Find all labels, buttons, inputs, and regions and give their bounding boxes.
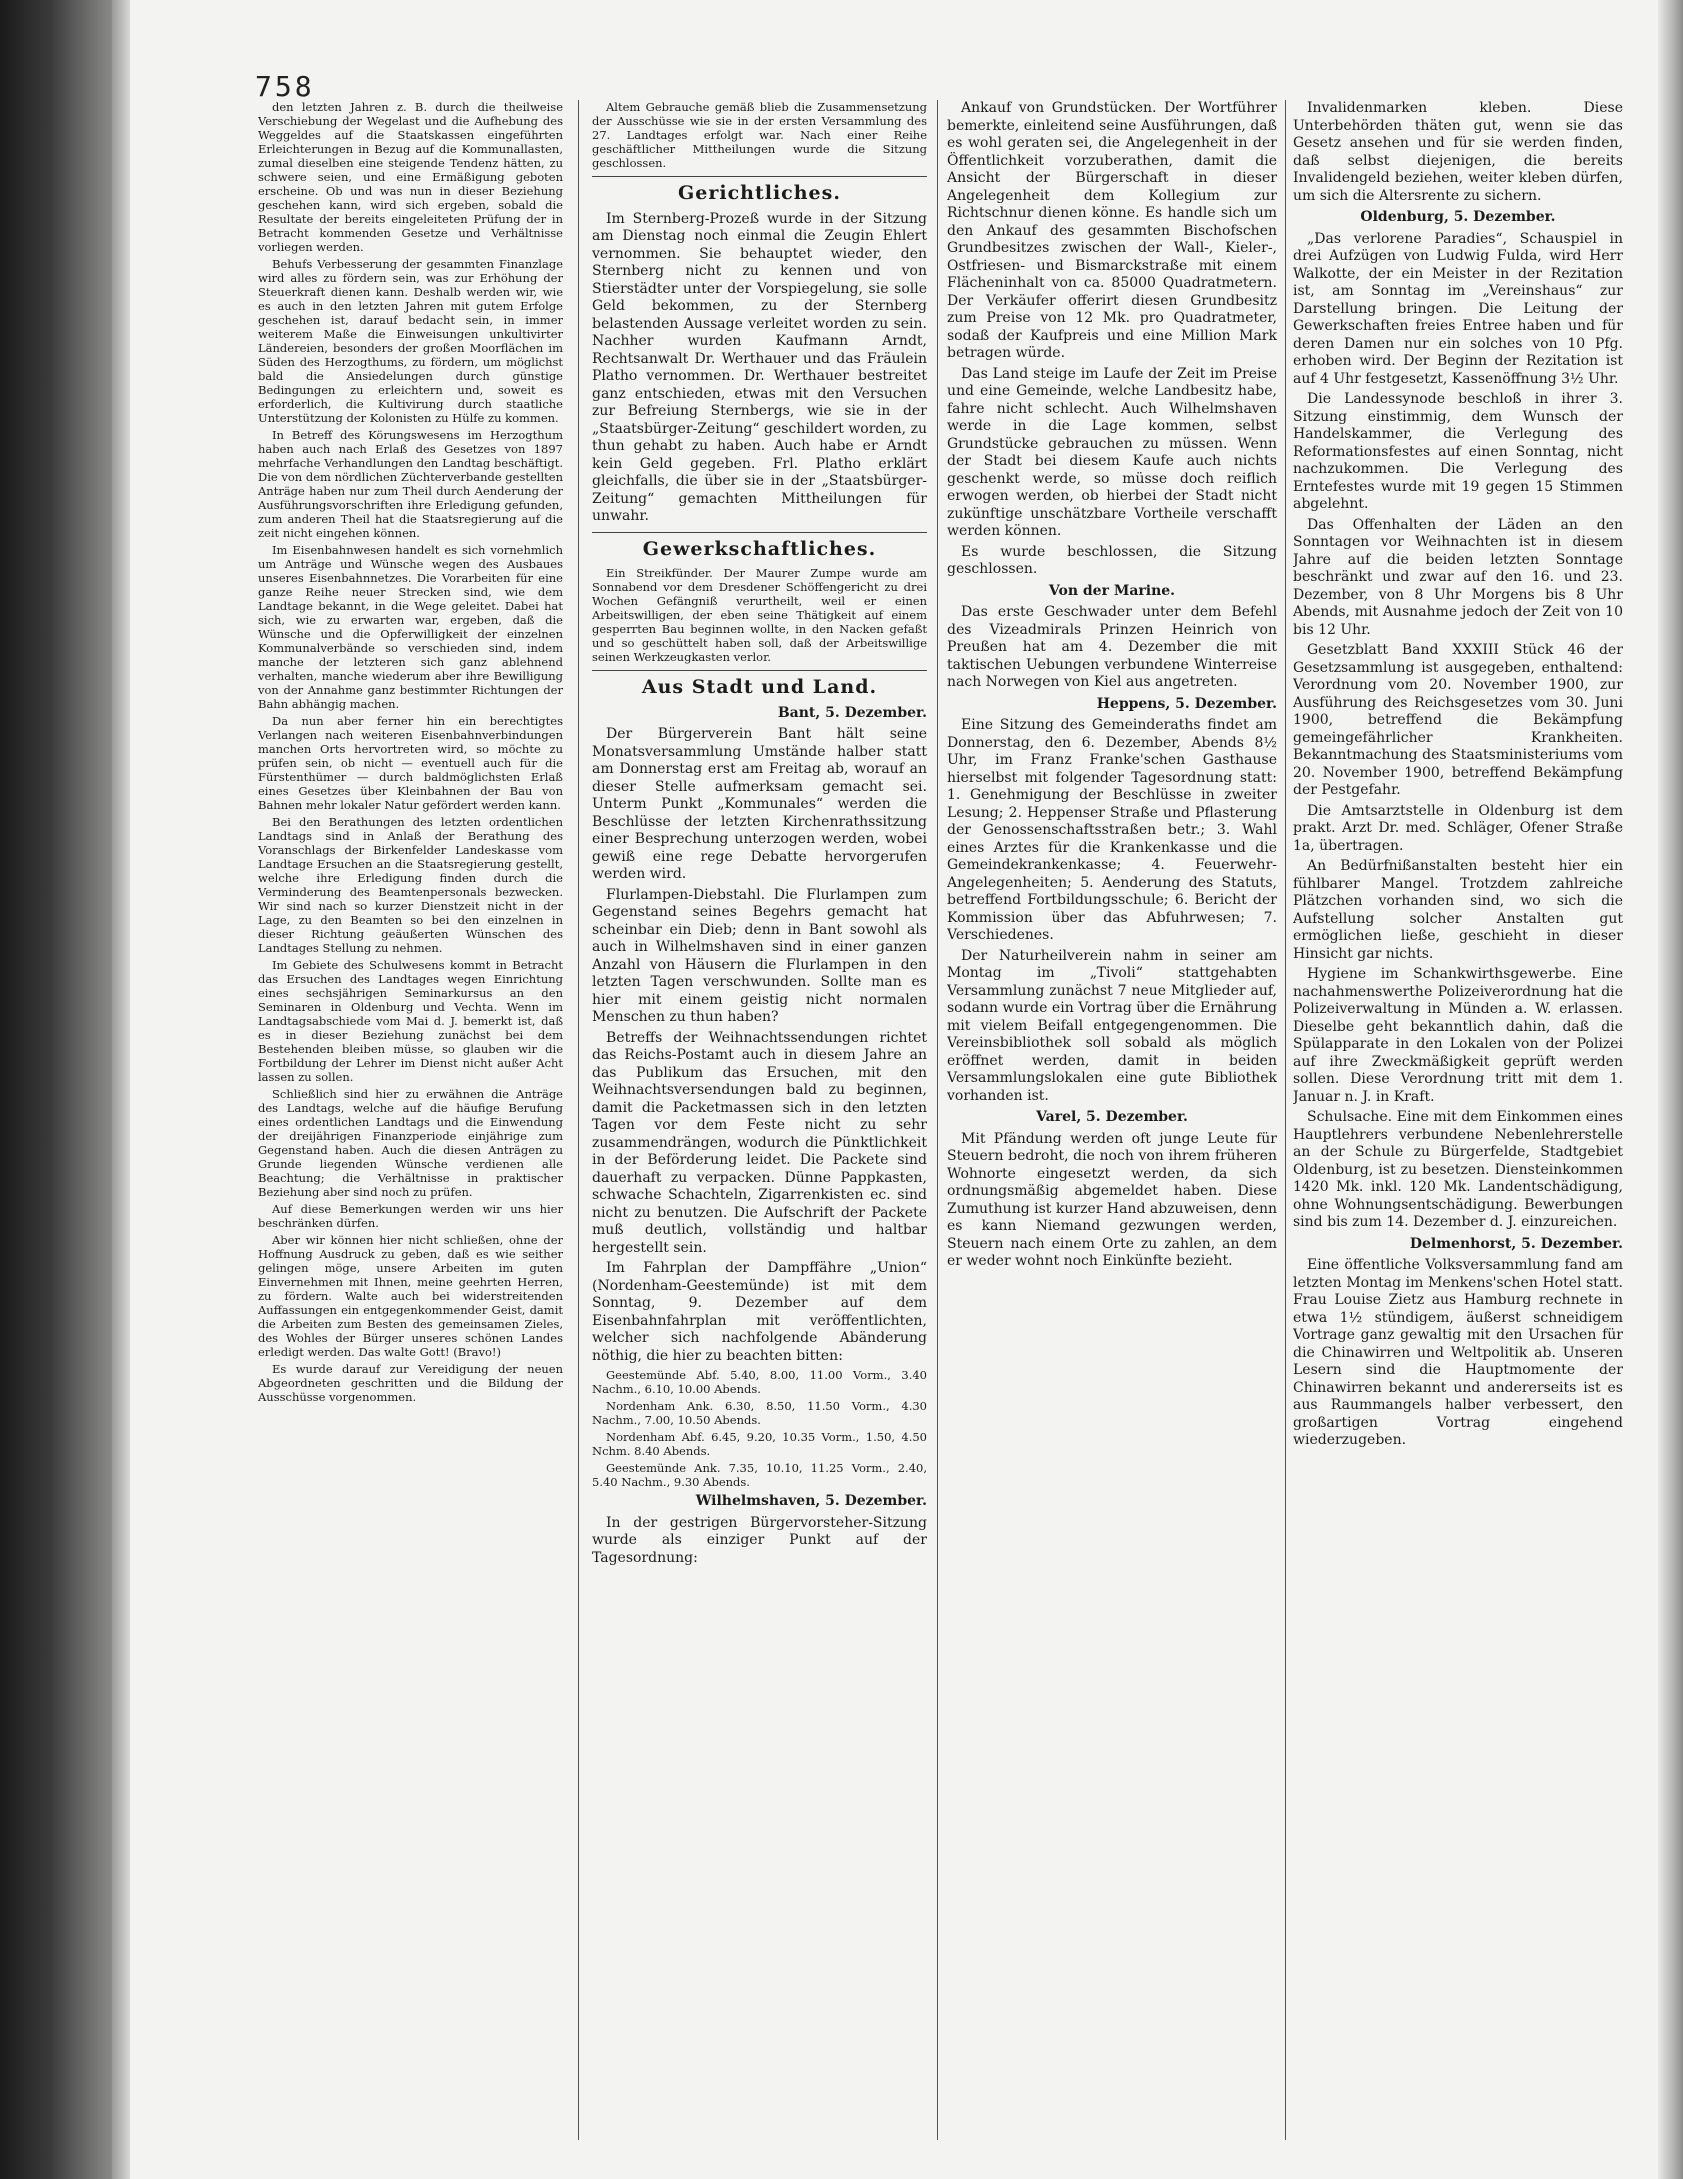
timetable-line: Geestemünde Abf. 5.40, 8.00, 11.00 Vorm., 3.40 Nachm., 6.10, 10.00 Abends. — [592, 1368, 927, 1396]
page-edge — [1658, 0, 1683, 2179]
paragraph: Ein Streikfünder. Der Maurer Zumpe wurde am Sonnabend vor dem Dresdener Schöffengericht zu drei Wochen Gefängniß verurtheilt, weil er einen Arbeitswilligen, der eben seine Thätigkeit auf einem gesperrten Bau beginnen wollte, in den Nacken gefaßt und so geschüttelt haben soll, daß der Arbeitswillige seinen Werkzeugkasten verlor. — [592, 566, 927, 664]
paragraph: Ankauf von Grundstücken. Der Wortführer bemerkte, einleitend seine Ausführungen, daß es wohl geraten sei, die Angelegenheit in der Öffentlichkeit vorzuberathen, damit die Ansicht der Bürgerschaft in dieser Angelegenheit dem Kollegium zur Richtschnur dienen könne. Es handle sich um den Ankauf des gesammten Bischofschen Grundbesitzes zwischen der Wall-, Kieler-, Ostfriesen- und Bismarckstraße mit einem Flächeninhalt von ca. 85000 Quadratmetern. Der Verkäufer offerirt diesen Grundbesitz zum Preise von 12 Mk. pro Quadratmeter, sodaß der Kaufpreis und eine Million Mark betragen würde. — [947, 100, 1277, 361]
paragraph: In der gestrigen Bürgervorsteher-Sitzung wurde als einziger Punkt auf der Tagesordnung: — [592, 1514, 927, 1566]
timetable-line: Nordenham Abf. 6.45, 9.20, 10.35 Vorm., 1.50, 4.50 Nchm. 8.40 Abends. — [592, 1430, 927, 1458]
section-heading-union: Gewerkschaftliches. — [642, 537, 877, 560]
paragraph: Eine Sitzung des Gemeinderaths findet am Donnerstag, den 6. Dezember, Abends 8½ Uhr, im Franz Franke'schen Gasthause hierselbst mit folgender Tagesordnung statt: 1. Genehmigung der Beschlüsse in zweiter Lesung; 2. Heppenser Straße und Pflasterung der Genossenschaftsstraßen betr.; 3. Wahl eines Arztes für die Krankenkasse und die Gemeindekrankenkasse; 4. Feuerwehr-Angelegenheiten; 5. Aenderung des Statuts, betreffend Fortbildungsschule; 6. Bericht der Kommission über das Abfuhrwesen; 7. Verschiedenes. — [947, 717, 1277, 943]
paragraph: Im Sternberg-Prozeß wurde in der Sitzung am Dienstag noch einmal die Zeugin Ehlert vernommen. Sie behauptet wieder, den Sternberg nicht zu kennen und von Stierstädter unter der Vorspiegelung, sie solle Geld bekommen, zu der Sternberg belastenden Aussage verleitet worden zu sein. Nachher wurden Kaufmann Arndt, Rechtsanwalt Dr. Werthauer und das Fräulein Platho vernommen. Dr. Werthauer bestreitet ganz entschieden, etwas mit den Versuchen zur Befreiung Sternbergs, wie sie in der „Staatsbürger-Zeitung“ geschildert worden, zu thun gehabt zu haben. Auch habe er Arndt kein Geld gegeben. Frl. Platho erklärt gleichfalls, die über sie in der „Staatsbürger-Zeitung“ gemachten Mittheilungen für unwahr. — [592, 210, 927, 524]
paragraph: Gesetzblatt Band XXXIII Stück 46 der Gesetzsammlung ist ausgegeben, enthaltend: Verordnung vom 20. November 1900, zur Ausführung des Reichsgesetzes vom 30. Juni 1900, betreffend die Bekämpfung gemeingefährlicher Krankheiten. Bekanntmachung des Staatsministeriums vom 20. November 1900, betreffend Bekämpfung der Pestgefahr. — [1293, 642, 1623, 798]
column-rule — [1285, 100, 1286, 2140]
paragraph: Schulsache. Eine mit dem Einkommen eines Hauptlehrers verbundene Nebenlehrerstelle an der Schule zu Bürgerfelde, Stadtgebiet Oldenburg, ist zu besetzen. Diensteinkommen 1420 Mk. inkl. 120 Mk. Landentschädigung, ohne Wohnungsentschädigung. Bewerbungen sind bis zum 14. Dezember d. J. einzureichen. — [1293, 1109, 1623, 1230]
paragraph: Betreffs der Weihnachtssendungen richtet das Reichs-Postamt auch in diesem Jahre an das Publikum das Ersuchen, mit den Weihnachtsversendungen bald zu beginnen, damit die Packetmassen sich in den letzten Tagen vor dem Feste nicht zu sehr zusammendrängen, wodurch die Pünktlichkeit in der Beförderung leidet. Die Packete sind dauerhaft zu verpacken. Dünne Pappkasten, schwache Schachteln, Zigarrenkisten ec. sind nicht zu benutzen. Die Aufschrift der Packete muß deutlich, vollständig und haltbar hergestellt sein. — [592, 1029, 927, 1256]
paragraph: Altem Gebrauche gemäß blieb die Zusammensetzung der Ausschüsse wie sie in der ersten Versammlung des 27. Landtages erfolgt war. Nach einer Reihe geschäftlicher Mittheilungen wurde die Sitzung geschlossen. — [592, 100, 927, 170]
paragraph: Da nun aber ferner hin ein berechtigtes Verlangen nach weiteren Eisenbahnverbindungen manchen Orts hervortreten wird, so möchte zu prüfen sein, ob nicht — eventuell auch für die Fürstenthümer — durch baldmöglichsten Erlaß eines Gesetzes über Kleinbahnen der Bau von Bahnen mehr lokaler Natur gefördert werden kann. — [258, 714, 563, 812]
paragraph: Die Amtsarztstelle in Oldenburg ist dem prakt. Arzt Dr. med. Schläger, Ofener Straße 1a, übertragen. — [1293, 802, 1623, 854]
paragraph: Aber wir können hier nicht schließen, ohne der Hoffnung Ausdruck zu geben, daß es wie seither gelingen möge, unsere Arbeiten im guten Einvernehmen mit Ihnen, meine geehrten Herren, zu fördern. Walte auch bei widerstreitenden Auffassungen ein entgegenkommender Geist, damit die Arbeiten zum Besten des gemeinsamen Zieles, des Wohles der Bürger unseres schönen Landes erledigt werden. Das walte Gott! (Bravo!) — [258, 1233, 563, 1359]
paragraph: „Das verlorene Paradies“, Schauspiel in drei Aufzügen von Ludwig Fulda, wird Herr Walkotte, der ein Meister in der Rezitation ist, am Sonntag im „Vereinshaus“ zur Darstellung bringen. Die Leitung der Gewerkschaften freies Entree haben und für deren Damen nur ein solches von 10 Pfg. erhoben wird. Der Beginn der Rezitation ist auf 4 Uhr festgesetzt, Kassenöffnung 3½ Uhr. — [1293, 230, 1623, 387]
column-4 — [1293, 100, 1623, 2160]
paragraph: In Betreff des Körungswesens im Herzogthum haben auch nach Erlaß des Gesetzes von 1897 mehrfache Verhandlungen den Landtag beschäftigt. Die von dem nördlichen Züchterverbande gestellten Anträge haben nur zum Theil durch Aenderung der Ausführungsvorschriften ihre Erledigung gefunden, zum anderen Theil hat die Staatsregierung auf die zeit nicht eingehen können. — [258, 428, 563, 540]
paragraph: Es wurde beschlossen, die Sitzung geschlossen. — [947, 543, 1277, 577]
paragraph: den letzten Jahren z. B. durch die theilweise Verschiebung der Wegelast und die Aufhebung des Weggeldes auf die Staatskassen eingeführten Erleichterungen in Bezug auf die Kommunallasten, zumal dieselben eine steigende Tendenz hätten, zu schwere seien, und eine Ermäßigung geboten erscheine. Ob und was nun in dieser Beziehung geschehen kann, wird sich ergeben, sobald die Resultate der bereits eingeleiteten Prüfung der in Betracht kommenden Gesetze und Verhältnisse vorliegen werden. — [258, 100, 563, 254]
timetable-line: Nordenham Ank. 6.30, 8.50, 11.50 Vorm., 4.30 Nachm., 7.00, 10.50 Abends. — [592, 1399, 927, 1427]
paragraph: Im Eisenbahnwesen handelt es sich vornehmlich um Anträge und Wünsche wegen des Ausbaues unseres Eisenbahnnetzes. Die Vorarbeiten für eine ganze Reihe neuer Strecken sind, wie dem Landtage bekannt, in die Wege geleitet. Dabei hat sich, wie zu erwarten war, ergeben, daß die Wünsche und die Opferwilligkeit der einzelnen Kommunalverbände so verschieden sind, indem manche der letzteren sich ganz ablehnend verhalten, manche wiederum aber ihre Bewilligung von der Annahme ganz bestimmter Richtungen der Bahn abhängig machen. — [258, 543, 563, 711]
paragraph: Im Gebiete des Schulwesens kommt in Betracht das Ersuchen des Landtages wegen Einrichtung eines sechsjährigen Seminarkursus an den Seminaren in Oldenburg und Vechta. Wenn im Landtagsabschiede vom Mai d. J. bemerkt ist, daß es in dieser Beziehung zunächst bei dem Bestehenden bleiben müsse, so glauben wir die Fortbildung der Lehrer im Dienst nicht außer Acht lassen zu sollen. — [258, 958, 563, 1084]
paragraph: Das erste Geschwader unter dem Befehl des Vizeadmirals Prinzen Heinrich von Preußen hat am 4. Dezember die mit taktischen Uebungen verbundene Winterreise nach Norwegen von Kiel aus angetreten. — [947, 604, 1277, 690]
paragraph: Behufs Verbesserung der gesammten Finanzlage wird alles zu fördern sein, was zur Erhöhung der Steuerkraft dienen kann. Deshalb werden wir, wie es auch in den letzten Jahren mit gutem Erfolge geschehen ist, darauf bedacht sein, in immer weiterem Maße die Einweisungen unkultivirter Ländereien, besonders der großen Moorflächen im Süden des Herzogthums, zu fördern, um möglichst bald die Ansiedelungen durch günstige Bedingungen zu erleichtern und, soweit es erforderlich, die Kultivirung durch staatliche Unterstützung der Kolonisten zu Hülfe zu kommen. — [258, 257, 563, 425]
dateline: Wilhelmshaven, 5. Dezember. — [695, 1493, 927, 1509]
paragraph: Flurlampen-Diebstahl. Die Flurlampen zum Gegenstand seines Begehrs gemacht hat scheinbar ein Dieb; denn in Bant sowohl als auch in Wilhelmshaven sind in einer ganzen Anzahl von Häusern die Flurlampen in den letzten Tagen verschwunden. Sollte man es hier mit einem geistig nicht normalen Menschen zu thun haben? — [592, 886, 927, 1025]
column-3 — [947, 100, 1277, 2160]
paragraph: Es wurde darauf zur Vereidigung der neuen Abgeordneten geschritten und die Bildung der Ausschüsse vorgenommen. — [258, 1362, 563, 1404]
paragraph: Der Naturheilverein nahm in seiner am Montag im „Tivoli“ stattgehabten Versammlung zunächst 7 neue Mitglieder auf, sodann wurde ein Vortrag über die Ernährung mit vielem Beifall entgegengenommen. Die Vereinsbibliothek soll sobald als möglich eröffnet werden, damit in beiden Versammlungslokalen eine gute Bibliothek vorhanden ist. — [947, 947, 1277, 1104]
paragraph: Hygiene im Schankwirthsgewerbe. Eine nachahmenswerthe Polizeiverordnung hat die Polizeiverwaltung in Münden a. W. erlassen. Dieselbe geht bekanntlich dahin, daß die Spülapparate in den Lokalen von der Polizei auf ihre Zweckmäßigkeit geprüft werden sollen. Diese Verordnung tritt mit dem 1. Januar n. J. in Kraft. — [1293, 966, 1623, 1105]
dateline: Delmenhorst, 5. Dezember. — [1409, 1235, 1623, 1252]
divider — [592, 670, 927, 671]
paragraph: Eine öffentliche Volksversammlung fand am letzten Montag im Menkens'schen Hotel statt. Frau Louise Zietz aus Hamburg rechnete in etwa 1½ stündigem, äußerst schneidigem Vortrage ganz gewaltig mit den Ursachen für die Chinawirren und Weltpolitik ab. Unseren Lesern sind die Hauptmomente der Chinawirren bekannt und andererseits ist es aus Raummangels halber verbessert, den großartigen Vortrag eingehend wiederzugeben. — [1293, 1257, 1623, 1448]
column-rule — [937, 100, 938, 2140]
section-heading-local: Aus Stadt und Land. — [641, 676, 878, 698]
section-heading-court: Gerichtliches. — [678, 182, 841, 204]
paragraph: Im Fahrplan der Dampffähre „Union“ (Nordenham-Geestemünde) ist mit dem Sonntag, 9. Dezember auf dem Eisenbahnfahrplan mit veröffentlichten, welcher sich nachfolgende Abänderung nöthig, die hier zu beachten bitten: — [592, 1260, 927, 1364]
page-gutter — [112, 0, 130, 2179]
paragraph: Das Offenhalten der Läden an den Sonntagen vor Weihnachten ist in diesem Jahre auf die beiden letzten Sonntage beschränkt und zwar auf den 16. und 23. Dezember, von 8 Uhr Morgens bis 8 Uhr Abends, mit Ausnahme jedoch der Zeit von 10 bis 12 Uhr. — [1293, 516, 1623, 638]
timetable-line: Geestemünde Ank. 7.35, 10.10, 11.25 Vorm., 2.40, 5.40 Nachm., 9.30 Abends. — [592, 1461, 927, 1489]
paragraph: An Bedürfnißanstalten besteht hier ein fühlbarer Mangel. Trotzdem zahlreiche Plätzchen vorhanden sind, wo sich die Aufstellung solcher Anstalten gut ermöglichen ließe, geschieht in dieser Hinsicht gar nichts. — [1293, 858, 1623, 962]
page-number: 758 — [255, 70, 315, 103]
divider — [592, 532, 927, 533]
dateline: Bant, 5. Dezember. — [777, 704, 927, 721]
dateline: Oldenburg, 5. Dezember. — [1360, 209, 1556, 225]
column-rule — [578, 100, 579, 2140]
paragraph: Das Land steige im Laufe der Zeit im Preise und eine Gemeinde, welche Landbesitz habe, fahre nicht schlecht. Auch Wilhelmshaven werde in die Lage kommen, selbst Grundstücke gebrauchen zu müssen. Wenn der Stadt bei diesem Kaufe auch nichts geschenkt werde, so müsse doch reiflich erwogen werden, ob hierbei der Stadt nicht zukünftige unschätzbare Vortheile verschafft werden können. — [947, 365, 1277, 539]
paragraph: Bei den Berathungen des letzten ordentlichen Landtags sind in Anlaß der Berathung des Voranschlags der Birkenfelder Landeskasse vom Landtage Ersuchen an die Staatsregierung gestellt, welche ihre Erledigung finden durch die Verminderung des Beamtenpersonals bezwecken. Wir sind nach so kurzer Dienstzeit nicht in der Lage, zu den Beamten so bei den einzelnen in dieser Richtung geäußerten Wünschen des Landtages Stellung zu nehmen. — [258, 815, 563, 955]
paragraph: Der Bürgerverein Bant hält seine Monatsversammlung Umstände halber statt am Donnerstag erst am Freitag ab, worauf an dieser Stelle aufmerksam gemacht sei. Unterm Punkt „Kommunales“ werden die Beschlüsse der letzten Kirchenrathssitzung einer Besprechung unterzogen werden, wobei gewiß eine rege Debatte hervorgerufen werden wird. — [592, 726, 927, 882]
paragraph: Auf diese Bemerkungen werden wir uns hier beschränken dürfen. — [258, 1202, 563, 1230]
column-2 — [592, 100, 927, 2160]
dateline: Varel, 5. Dezember. — [1036, 1109, 1188, 1125]
divider — [592, 176, 927, 177]
paragraph: Die Landessynode beschloß in ihrer 3. Sitzung einstimmig, dem Wunsch der Handelskammer, die Verlegung des Reformationsfestes auf einen Sonntag, nicht nachzukommen. Die Verlegung des Erntefestes wurde mit 19 gegen 15 Stimmen abgelehnt. — [1293, 391, 1623, 512]
book-binding — [0, 0, 112, 2179]
dateline: Heppens, 5. Dezember. — [1096, 695, 1277, 712]
dateline: Von der Marine. — [1048, 582, 1176, 599]
paragraph: Mit Pfändung werden oft junge Leute für Steuern bedroht, die noch von ihrem früheren Wohnorte eingesetzt werden, da sich ordnungsmäßig abgemeldet haben. Diese Zumuthung ist kurzer Hand abzuweisen, denn es kann Niemand gezwungen werden, Steuern nach einem Orte zu zahlen, an dem er weder wohnt noch Einkünfte bezieht. — [947, 1130, 1277, 1269]
paragraph: Schließlich sind hier zu erwähnen die Anträge des Landtags, welche auf die häufige Berufung eines ordentlichen Landtags und die Einwendung der dreijährigen Finanzperiode einjährige zum Gegenstand haben. Auch die diesen Anträgen zu Grunde liegenden Wünsche verdienen alle Beachtung; die Verhältnisse in praktischer Beziehung aber sind noch zu prüfen. — [258, 1087, 563, 1199]
column-1 — [258, 100, 563, 2160]
paragraph: Invalidenmarken kleben. Diese Unterbehörden thäten gut, wenn sie das Gesetz ansehen und für sie werden finden, daß selbst diejenigen, die bereits Invalidengeld beziehen, weiter kleben dürfen, um sich die Altersrente zu sichern. — [1293, 100, 1623, 204]
